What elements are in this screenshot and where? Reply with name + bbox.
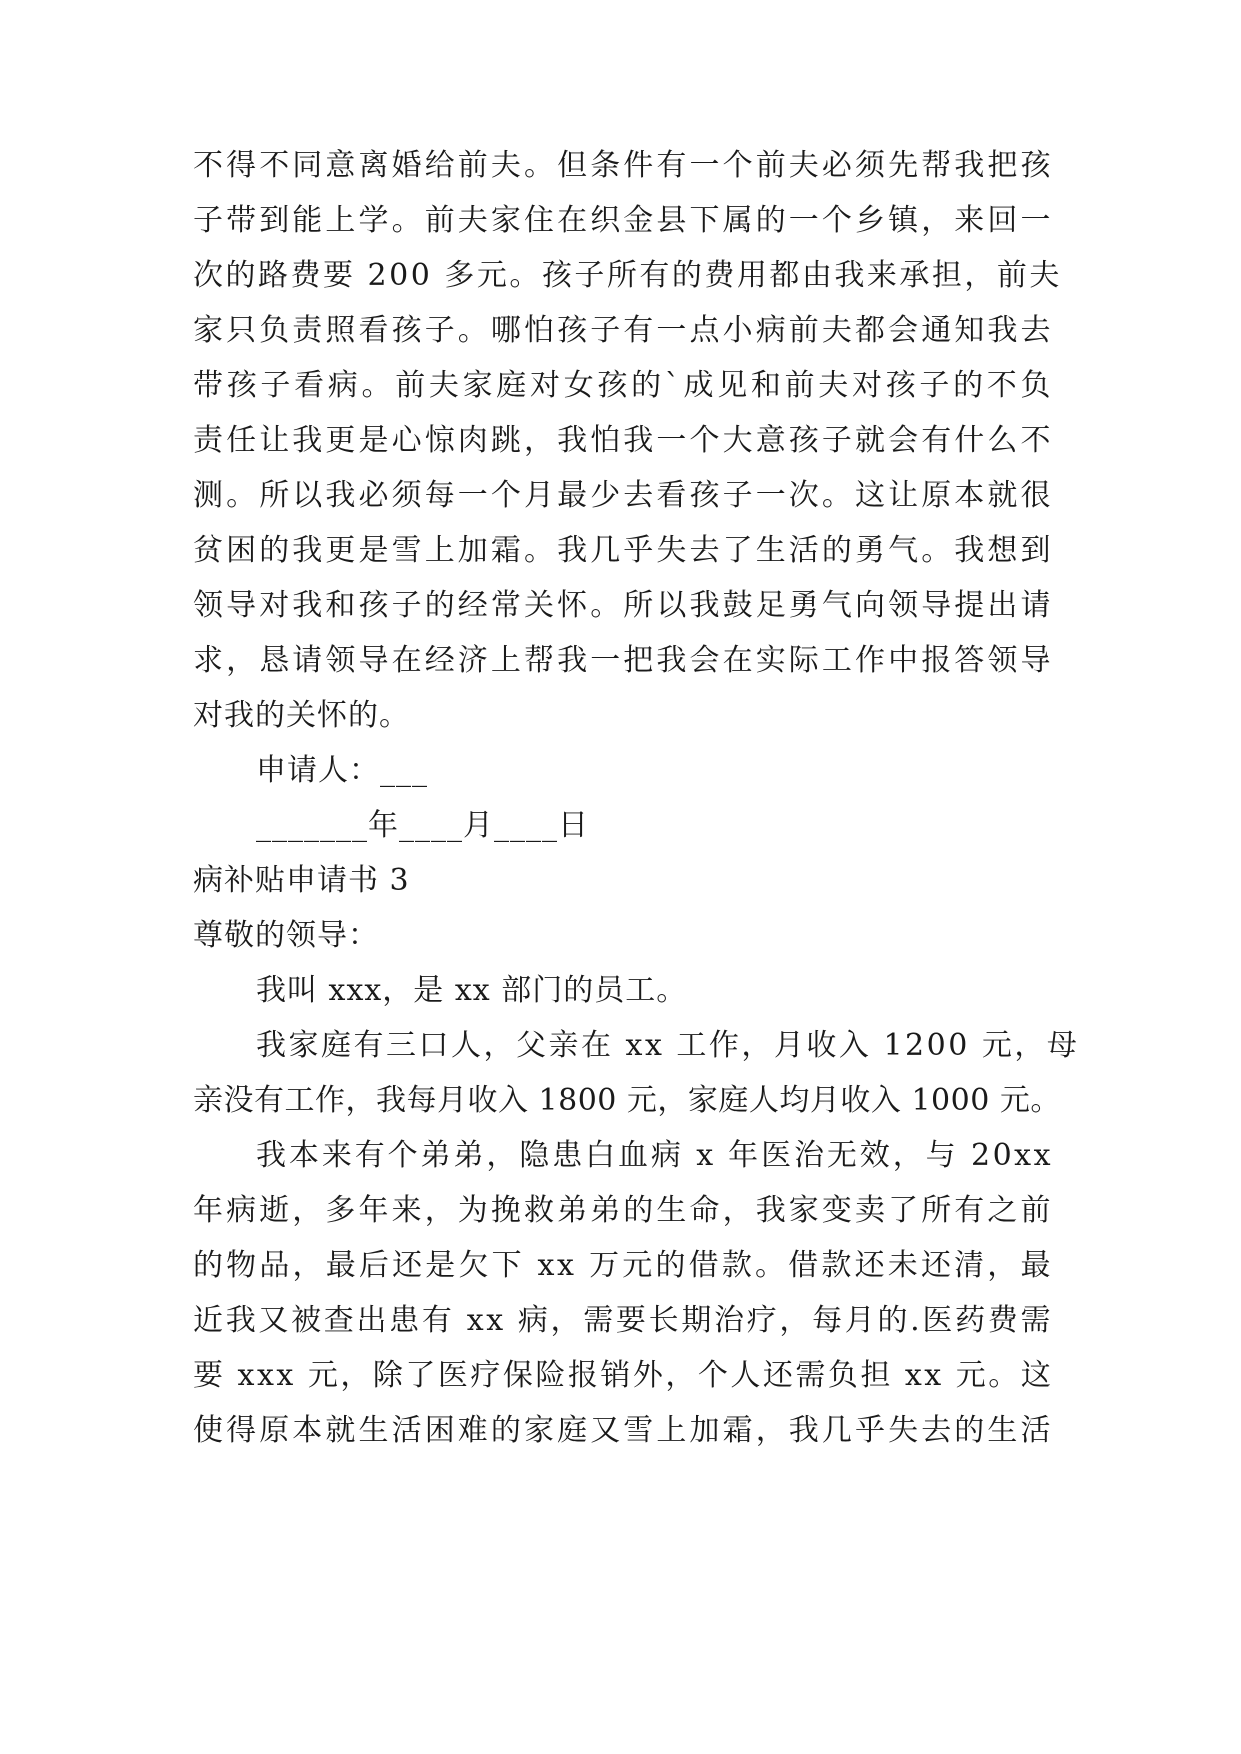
paragraph-line: 不得不同意离婚给前夫。但条件有一个前夫必须先帮我把孩 xyxy=(193,148,1053,183)
paragraph-line: 近我又被查出患有 xx 病，需要长期治疗，每月的.医药费需 xyxy=(193,1303,1053,1338)
paragraph-line: 贫困的我更是雪上加霜。我几乎失去了生活的勇气。我想到 xyxy=(193,533,1053,568)
paragraph-line: 亲没有工作，我每月收入 1800 元，家庭人均月收入 1000 元。 xyxy=(193,1083,1061,1118)
applicant-line: 申请人：___ xyxy=(256,753,428,788)
paragraph-line: 家只负责照看孩子。哪怕孩子有一点小病前夫都会通知我去 xyxy=(193,313,1053,348)
section-title: 病补贴申请书 3 xyxy=(193,863,410,898)
paragraph-line: 领导对我和孩子的经常关怀。所以我鼓足勇气向领导提出请 xyxy=(193,588,1053,623)
date-line: _______年____月____日 xyxy=(256,808,589,843)
intro-line: 我叫 xxx，是 xx 部门的员工。 xyxy=(256,973,688,1008)
paragraph-line: 使得原本就生活困难的家庭又雪上加霜，我几乎失去的生活 xyxy=(193,1413,1053,1448)
paragraph-line: 我家庭有三口人，父亲在 xx 工作，月收入 1200 元，母 xyxy=(256,1028,1080,1063)
paragraph-line: 对我的关怀的。 xyxy=(193,698,410,733)
paragraph-line: 要 xxx 元，除了医疗保险报销外，个人还需负担 xx 元。这 xyxy=(193,1358,1054,1393)
paragraph-line: 责任让我更是心惊肉跳，我怕我一个大意孩子就会有什么不 xyxy=(193,423,1053,458)
paragraph-line: 次的路费要 200 多元。孩子所有的费用都由我来承担，前夫 xyxy=(193,258,1062,293)
paragraph-line: 求，恳请领导在经济上帮我一把我会在实际工作中报答领导 xyxy=(193,643,1053,678)
paragraph-line: 带孩子看病。前夫家庭对女孩的`成见和前夫对孩子的不负 xyxy=(193,368,1053,403)
salutation: 尊敬的领导： xyxy=(193,918,379,953)
paragraph-line: 我本来有个弟弟，隐患白血病 x 年医治无效，与 20xx xyxy=(256,1138,1053,1173)
paragraph-line: 的物品，最后还是欠下 xx 万元的借款。借款还未还清，最 xyxy=(193,1248,1053,1283)
paragraph-line: 年病逝，多年来，为挽救弟弟的生命，我家变卖了所有之前 xyxy=(193,1193,1053,1228)
paragraph-line: 子带到能上学。前夫家住在织金县下属的一个乡镇，来回一 xyxy=(193,203,1053,238)
paragraph-line: 测。所以我必须每一个月最少去看孩子一次。这让原本就很 xyxy=(193,478,1053,513)
